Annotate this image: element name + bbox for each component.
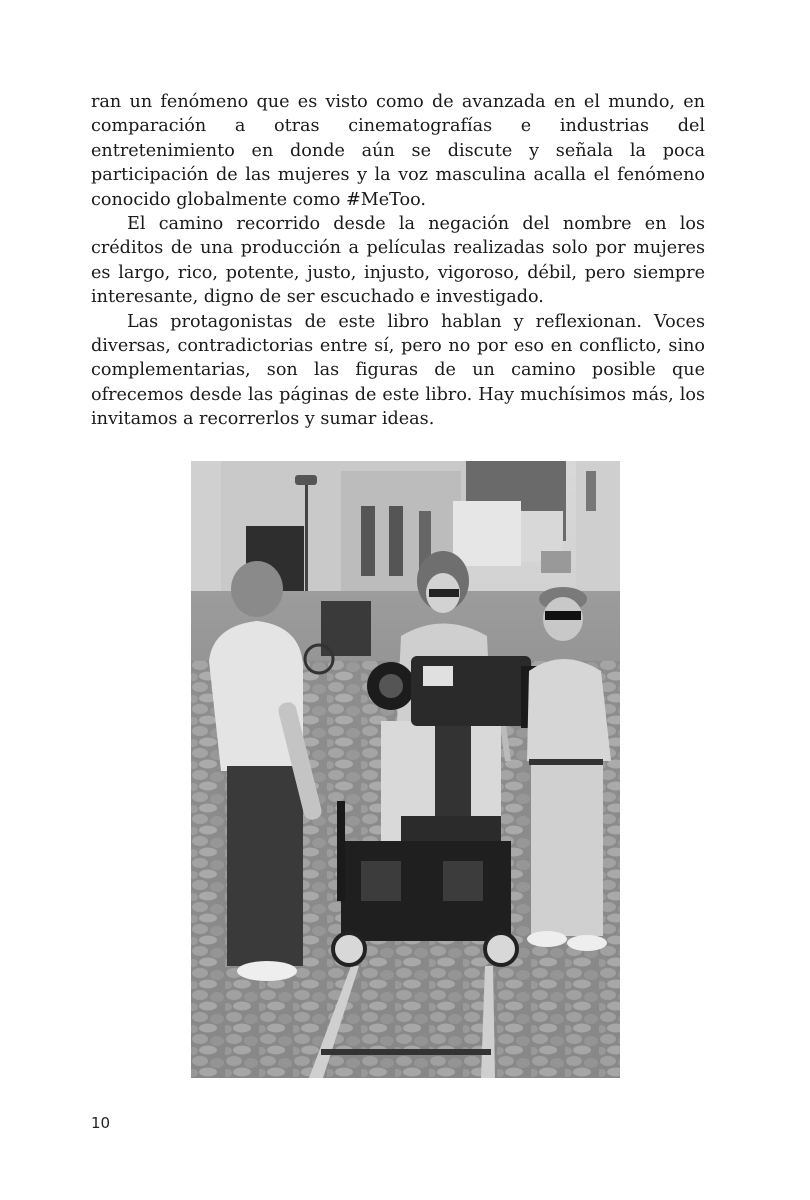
paragraph-3: Las protagonistas de este libro hablan y reflexionan. Voces diversas, contradictorias entre sí, pero no por eso en conflicto, sino complementarias, son las figuras de un camino posible que ofrecemos desde las páginas de este libro. Hay muchísimos más, los invitamos a recorrerlos y sumar ideas. — [91, 311, 705, 430]
paragraph-1: ran un fenómeno que es visto como de avanzada en el mundo, en comparación a otras cinematografías e industrias del entretenimiento en donde aún se discute y señala la poca participación de las mujeres y la voz masculina acalla el fenómeno conocido globalmente como #MeToo. — [91, 92, 705, 210]
paragraph-2: El camino recorrido desde la negación del nombre en los créditos de una producción a películas realizadas solo por mujeres es largo, rico, potente, justo, injusto, vigoroso, débil, pero siempre interesante, digno de ser escuchado e investigado. — [91, 214, 705, 308]
body-text — [91, 90, 705, 432]
photo-illustration — [191, 461, 620, 1078]
film-set-photograph — [191, 461, 620, 1078]
page-number: 10 — [91, 1114, 111, 1132]
